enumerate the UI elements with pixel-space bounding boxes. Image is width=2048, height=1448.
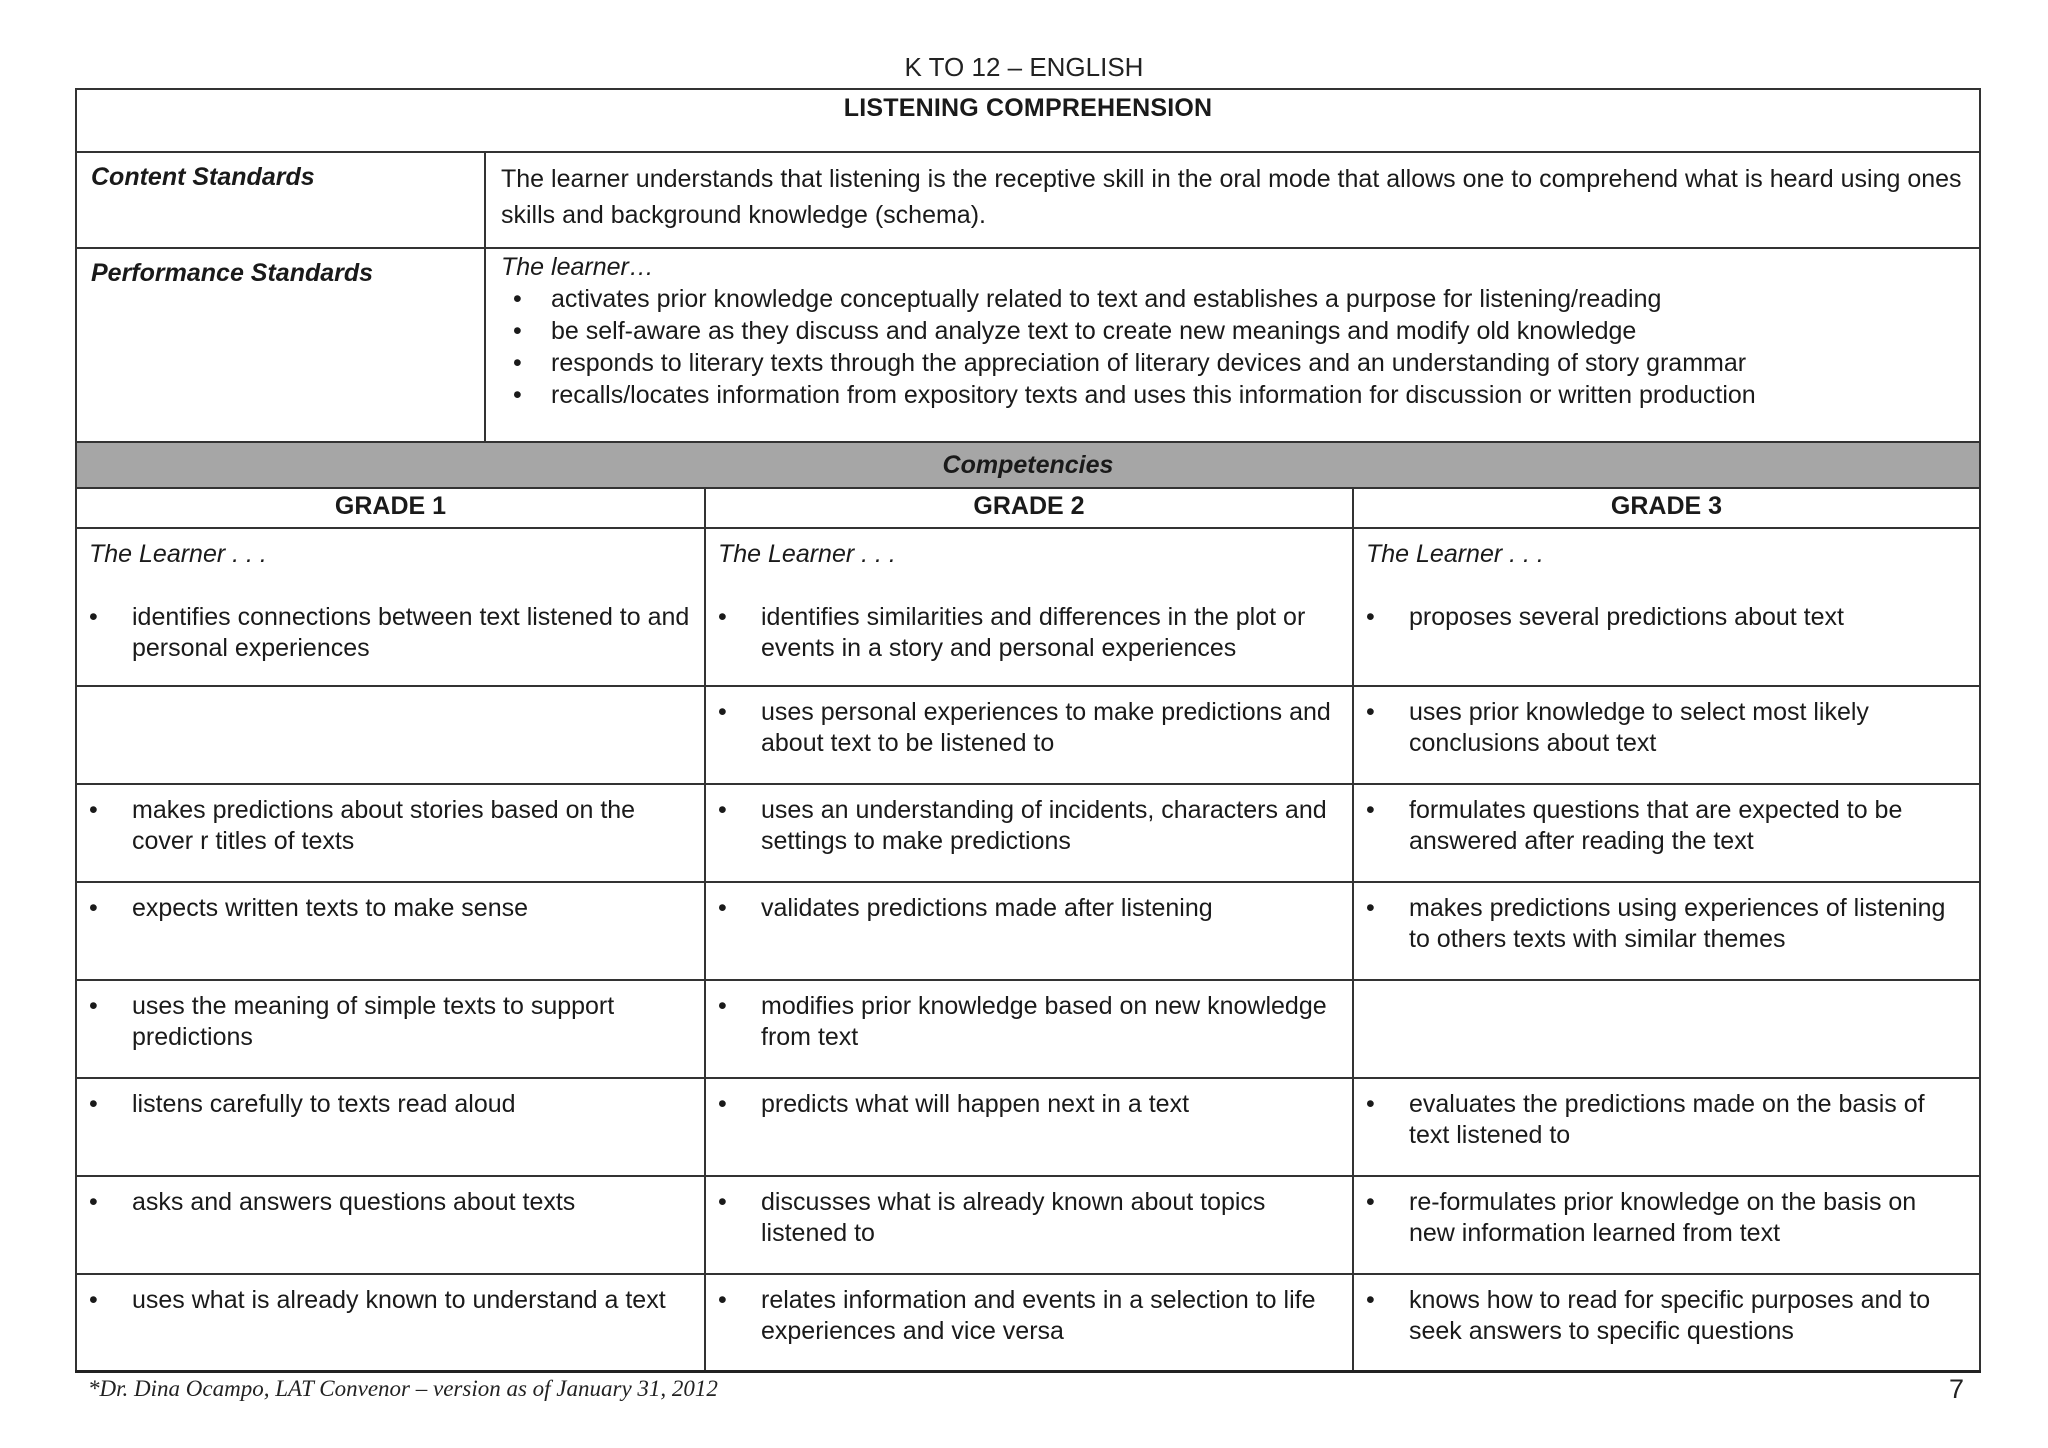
competency-item bbox=[89, 1187, 692, 1218]
competency-item bbox=[718, 991, 1340, 1053]
bullet-icon: • bbox=[89, 1188, 98, 1216]
grade-1-cell bbox=[77, 785, 706, 881]
performance-standards-intro: The learner… bbox=[501, 253, 654, 281]
grade-1-header: GRADE 1 bbox=[77, 489, 706, 527]
bullet-icon: • bbox=[513, 285, 522, 313]
performance-standards-label: Performance Standards bbox=[77, 249, 486, 441]
grade-3-cell bbox=[1354, 687, 1979, 783]
bullet-icon: • bbox=[89, 992, 98, 1020]
competency-text: uses the meaning of simple texts to support predictions bbox=[132, 992, 615, 1051]
bullet-icon: • bbox=[1366, 1090, 1375, 1118]
bullet-icon: • bbox=[1366, 894, 1375, 922]
curriculum-table bbox=[75, 88, 1981, 1373]
table-row bbox=[77, 1175, 1979, 1273]
competency-item bbox=[1366, 1089, 1967, 1151]
bullet-icon: • bbox=[89, 603, 98, 631]
bullet-icon: • bbox=[718, 603, 727, 631]
footer-credit: *Dr. Dina Ocampo, LAT Convenor – version as of January 31, 2012 bbox=[88, 1376, 718, 1401]
grade-2-cell bbox=[706, 1177, 1354, 1273]
bullet-icon: • bbox=[718, 992, 727, 1020]
competency-text: relates information and events in a selection to life experiences and vice versa bbox=[761, 1286, 1316, 1345]
grade-1-cell bbox=[77, 1275, 706, 1371]
grade-3-cell bbox=[1354, 1275, 1979, 1371]
bullet-icon: • bbox=[718, 1188, 727, 1216]
page-number: 7 bbox=[1948, 1374, 1964, 1404]
table-row bbox=[77, 527, 1979, 685]
bullet-icon: • bbox=[513, 317, 522, 345]
competency-text: identifies similarities and differences in the plot or events in a story and personal experiences bbox=[761, 603, 1306, 662]
grade-1-cell bbox=[77, 1177, 706, 1273]
table-row bbox=[77, 685, 1979, 783]
competency-text: re-formulates prior knowledge on the basis on new information learned from text bbox=[1409, 1188, 1917, 1247]
performance-standards-row bbox=[77, 247, 1979, 441]
competency-rows bbox=[77, 527, 1979, 1371]
competency-item bbox=[89, 1089, 692, 1120]
grade-3-cell bbox=[1354, 883, 1979, 979]
grade-2-cell bbox=[706, 687, 1354, 783]
bullet-icon: • bbox=[1366, 603, 1375, 631]
competencies-header-row bbox=[77, 441, 1979, 487]
competency-item bbox=[1366, 1285, 1967, 1347]
grade-2-cell bbox=[706, 1079, 1354, 1175]
content-standards-row bbox=[77, 151, 1979, 247]
bullet-icon: • bbox=[718, 796, 727, 824]
competencies-label: Competencies bbox=[942, 450, 1114, 479]
list-item: • be self-aware as they discuss and analyze text to create new meanings and modify old knowledge bbox=[513, 317, 1637, 345]
grade-2-cell bbox=[706, 529, 1354, 685]
grade-1-cell bbox=[77, 883, 706, 979]
bullet-icon: • bbox=[89, 796, 98, 824]
competency-item bbox=[718, 1089, 1340, 1120]
bullet-icon: • bbox=[513, 349, 522, 377]
competency-text: expects written texts to make sense bbox=[132, 894, 529, 922]
table-row bbox=[77, 881, 1979, 979]
competency-text: modifies prior knowledge based on new knowledge from text bbox=[761, 992, 1327, 1051]
competency-text: uses prior knowledge to select most likely conclusions about text bbox=[1409, 698, 1869, 757]
bullet-icon: • bbox=[718, 1090, 727, 1118]
bullet-icon: • bbox=[1366, 698, 1375, 726]
grade-2-cell bbox=[706, 785, 1354, 881]
competency-text: discusses what is already known about topics listened to bbox=[761, 1188, 1266, 1247]
bullet-icon: • bbox=[1366, 796, 1375, 824]
bullet-icon: • bbox=[718, 698, 727, 726]
competency-item bbox=[89, 1285, 692, 1316]
competency-text: asks and answers questions about texts bbox=[132, 1188, 576, 1216]
bullet-icon: • bbox=[1366, 1188, 1375, 1216]
competency-item bbox=[1366, 602, 1967, 633]
grade-1-cell bbox=[77, 981, 706, 1077]
competency-text: proposes several predictions about text bbox=[1409, 603, 1844, 631]
learner-label: The Learner . . . bbox=[1366, 540, 1544, 568]
grade-3-cell bbox=[1354, 1079, 1979, 1175]
list-item: • responds to literary texts through the appreciation of literary devices and an understanding of story grammar bbox=[513, 349, 1747, 377]
competency-text: makes predictions about stories based on the cover r titles of texts bbox=[132, 796, 636, 855]
grade-3-cell bbox=[1354, 981, 1979, 1077]
bullet-icon: • bbox=[89, 1090, 98, 1118]
competency-text: makes predictions using experiences of listening to others texts with similar themes bbox=[1409, 894, 1946, 953]
competency-text: uses an understanding of incidents, characters and settings to make predictions bbox=[761, 796, 1327, 855]
grade-2-cell bbox=[706, 981, 1354, 1077]
competency-text: listens carefully to texts read aloud bbox=[132, 1090, 516, 1118]
table-row bbox=[77, 979, 1979, 1077]
footer-divider bbox=[75, 1370, 1981, 1373]
performance-standards-list bbox=[501, 283, 1965, 411]
competency-item bbox=[1366, 697, 1967, 759]
grade-3-cell bbox=[1354, 1177, 1979, 1273]
bullet-icon: • bbox=[89, 1286, 98, 1314]
section-title: LISTENING COMPREHENSION bbox=[843, 94, 1213, 122]
content-standards-text: The learner understands that listening is the receptive skill in the oral mode that allows one to comprehend what is heard using ones skills and background knowledge (schema). bbox=[501, 165, 1962, 229]
performance-standards-body bbox=[486, 249, 1979, 441]
competency-item bbox=[1366, 795, 1967, 857]
competency-item bbox=[1366, 893, 1967, 955]
learner-label: The Learner . . . bbox=[718, 540, 896, 568]
page-header: K TO 12 – ENGLISH bbox=[904, 52, 1144, 82]
bullet-icon: • bbox=[1366, 1286, 1375, 1314]
bullet-icon: • bbox=[513, 381, 522, 409]
competency-text: predicts what will happen next in a text bbox=[761, 1090, 1190, 1118]
competency-text: validates predictions made after listening bbox=[761, 894, 1213, 922]
list-item: • activates prior knowledge conceptually related to text and establishes a purpose for listening/reading bbox=[513, 285, 1662, 313]
competency-item bbox=[1366, 1187, 1967, 1249]
table-row bbox=[77, 783, 1979, 881]
grade-1-cell bbox=[77, 1079, 706, 1175]
grade-2-cell bbox=[706, 1275, 1354, 1371]
competency-text: identifies connections between text listened to and personal experiences bbox=[132, 603, 690, 662]
grade-2-cell bbox=[706, 883, 1354, 979]
competency-text: evaluates the predictions made on the basis of text listened to bbox=[1409, 1090, 1925, 1149]
competency-item bbox=[718, 697, 1340, 759]
grade-2-header: GRADE 2 bbox=[706, 489, 1354, 527]
competency-item bbox=[718, 1285, 1340, 1347]
content-standards-label: Content Standards bbox=[77, 153, 486, 247]
table-row bbox=[77, 1077, 1979, 1175]
competency-text: uses personal experiences to make predictions and about text to be listened to bbox=[761, 698, 1331, 757]
grade-3-cell bbox=[1354, 785, 1979, 881]
competency-text: knows how to read for specific purposes and to seek answers to specific questions bbox=[1409, 1286, 1931, 1345]
competency-item bbox=[718, 795, 1340, 857]
grade-1-cell bbox=[77, 529, 706, 685]
competency-item bbox=[89, 991, 692, 1053]
competency-item bbox=[89, 795, 692, 857]
learner-label: The Learner . . . bbox=[89, 540, 267, 568]
competency-item bbox=[89, 893, 692, 924]
competency-item bbox=[718, 1187, 1340, 1249]
grade-header-row bbox=[77, 487, 1979, 527]
table-row bbox=[77, 1273, 1979, 1371]
grade-3-header: GRADE 3 bbox=[1610, 492, 1723, 520]
bullet-icon: • bbox=[718, 894, 727, 922]
list-item: • recalls/locates information from expository texts and uses this information for discussion or written production bbox=[513, 381, 1756, 409]
competency-item bbox=[718, 893, 1340, 924]
competency-item bbox=[718, 602, 1340, 664]
bullet-icon: • bbox=[718, 1286, 727, 1314]
grade-1-cell bbox=[77, 687, 706, 783]
section-title-row bbox=[77, 90, 1979, 151]
bullet-icon: • bbox=[89, 894, 98, 922]
competency-item bbox=[89, 602, 692, 664]
competency-text: formulates questions that are expected to be answered after reading the text bbox=[1409, 796, 1903, 855]
competency-text: uses what is already known to understand a text bbox=[132, 1286, 666, 1314]
grade-3-cell bbox=[1354, 529, 1979, 685]
